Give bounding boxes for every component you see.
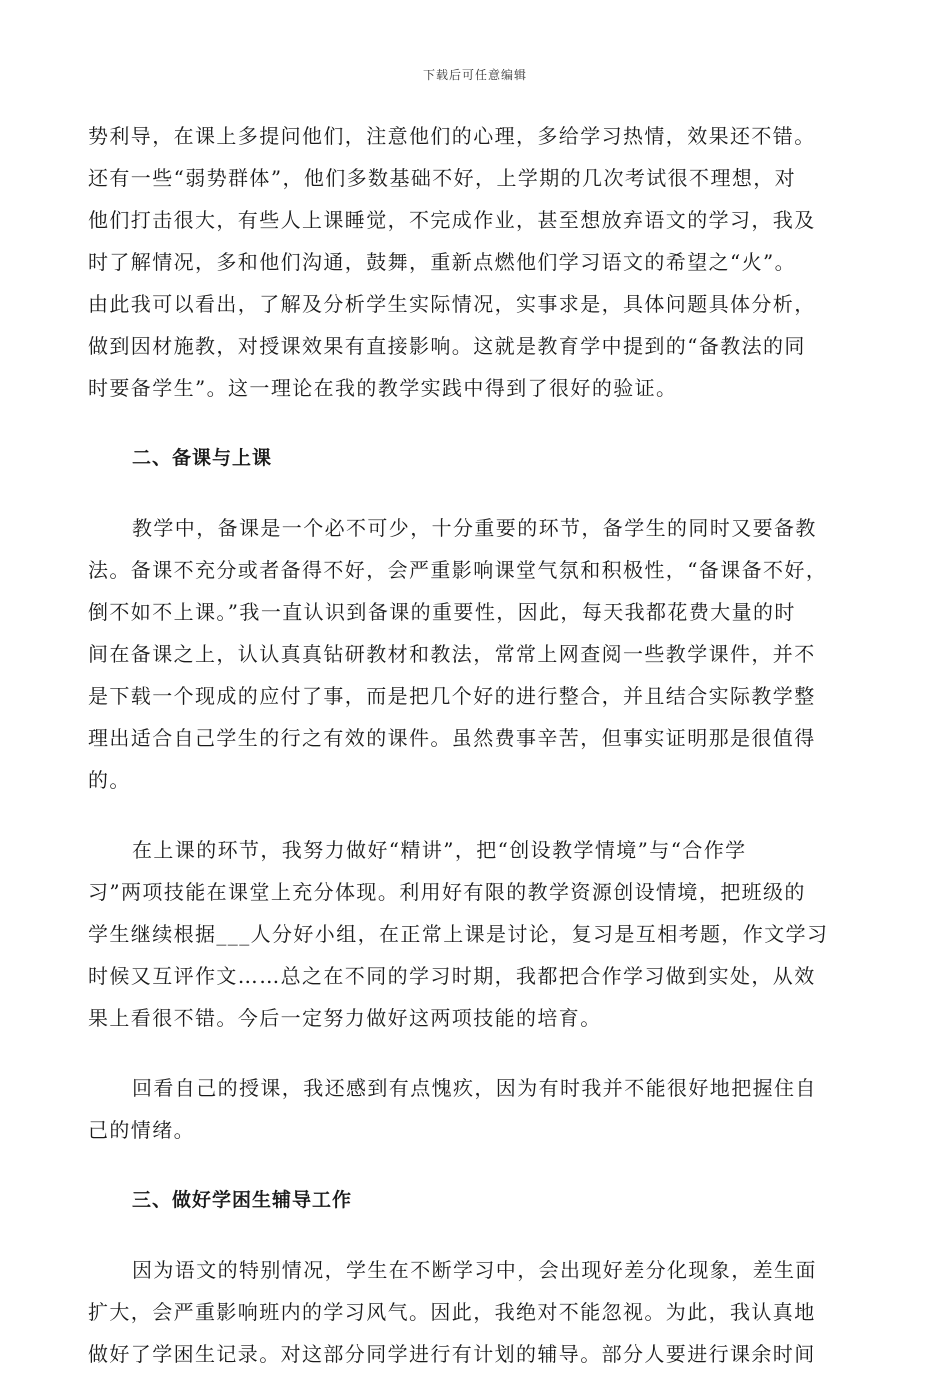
paragraph: [88, 1249, 866, 1375]
text-line: 时候又互评作文……总之在不同的学习时期，我都把合作学习做到实处，从效: [88, 964, 816, 988]
section-heading: 二、备课与上课: [132, 447, 273, 469]
text-line: 时要备学生”。这一理论在我的教学实践中得到了很好的验证。: [88, 376, 678, 400]
text-line: 做到因材施教，对授课效果有直接影响。这就是教育学中提到的“备教法的同: [88, 334, 806, 358]
text-line: 教学中，备课是一个必不可少，十分重要的环节，备学生的同时又要备教: [132, 516, 817, 540]
text-line: 还有一些“弱势群体”，他们多数基础不好，上学期的几次考试很不理想，对: [88, 166, 797, 190]
text-line: 的。: [88, 768, 131, 792]
text-line: 在上课的环节，我努力做好“精讲”，把“创设教学情境”与“合作学: [132, 838, 747, 862]
text-line: 是下载一个现成的应付了事，而是把几个好的进行整合，并且结合实际教学整: [88, 684, 816, 708]
paragraph: [88, 829, 866, 1039]
paragraph: [88, 115, 866, 409]
text-line: 理出适合自己学生的行之有效的课件。虽然费事辛苦，但事实证明那是很值得: [88, 726, 816, 750]
document-body: [88, 115, 866, 1375]
text-line: 时了解情况，多和他们沟通，鼓舞，重新点燃他们学习语文的希望之“火”。: [88, 250, 797, 274]
text-line: 扩大，会严重影响班内的学习风气。因此，我绝对不能忽视。为此，我认真地: [88, 1300, 816, 1324]
text-line: 学生继续根据___人分好小组，在正常上课是讨论，复习是互相考题，作文学习: [88, 922, 829, 946]
paragraph: [88, 1067, 866, 1151]
text-line: 做好了学困生记录。对这部分同学进行有计划的辅导。部分人要进行课余时间: [88, 1342, 816, 1366]
text-line: 法。备课不充分或者备得不好，会严重影响课堂气氛和积极性，“备课备不好，: [88, 558, 828, 582]
text-line: 回看自己的授课，我还感到有点愧疚，因为有时我并不能很好地把握住自: [132, 1076, 817, 1100]
text-line: 果上看很不错。今后一定努力做好这两项技能的培育。: [88, 1006, 602, 1030]
paragraph: [88, 507, 866, 801]
text-line: 己的情绪。: [88, 1118, 195, 1142]
text-line: 他们打击很大，有些人上课睡觉，不完成作业，甚至想放弃语文的学习，我及: [88, 208, 816, 232]
page-header: 下载后可任意编辑: [422, 68, 527, 82]
text-line: 由此我可以看出，了解及分析学生实际情况，实事求是，具体问题具体分析，: [88, 292, 816, 316]
text-line: 因为语文的特别情况，学生在不断学习中，会出现好差分化现象，差生面: [132, 1258, 817, 1282]
text-line: 势利导，在课上多提问他们，注意他们的心理，多给学习热情，效果还不错。: [88, 124, 816, 148]
text-line: 间在备课之上，认认真真钻研教材和教法，常常上网查阅一些教学课件，并不: [88, 642, 816, 666]
text-line: 倒不如不上课。”我一直认识到备课的重要性，因此，每天我都花费大量的时: [88, 600, 796, 624]
text-line: 习”两项技能在课堂上充分体现。利用好有限的教学资源创设情境，把班级的: [88, 880, 806, 904]
section-heading: 三、做好学困生辅导工作: [132, 1189, 353, 1211]
